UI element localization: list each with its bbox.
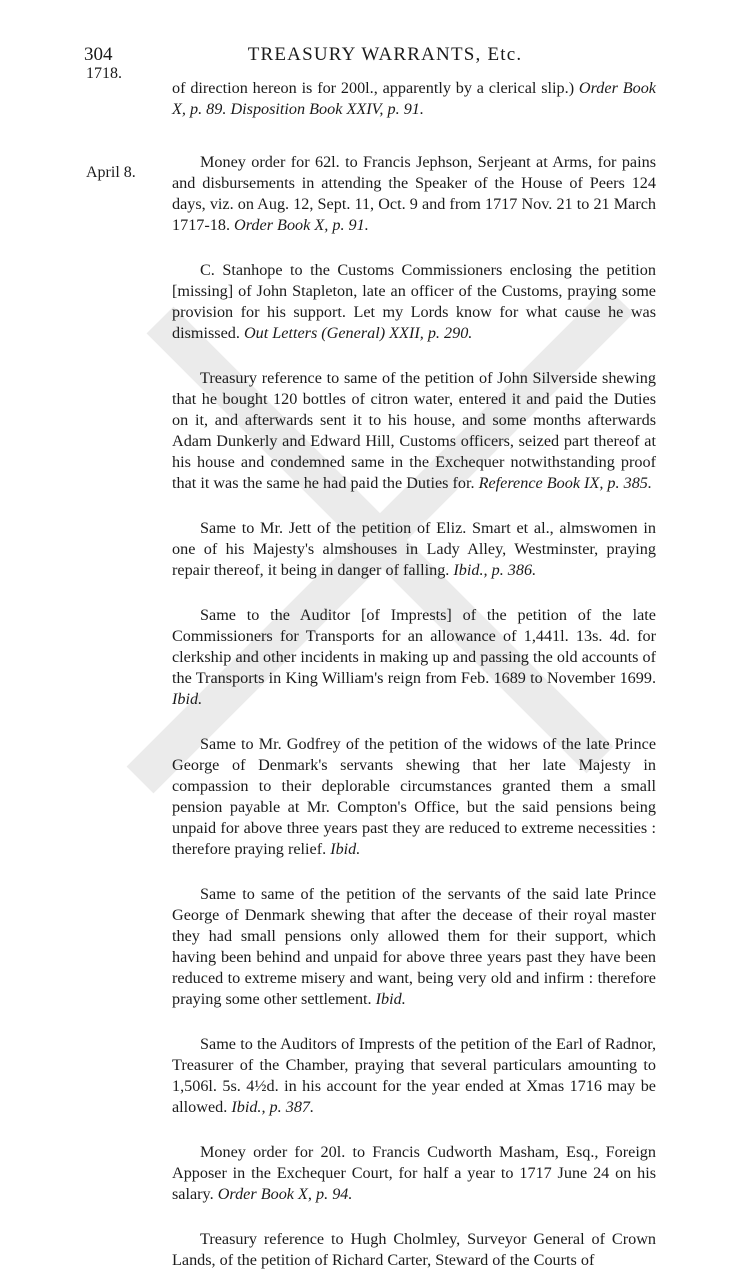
entry-paragraph: Same to Mr. Jett of the petition of Eliz. Smart et al., almswomen in one of his Majesty's almshouses in Lady Alley, Westminster, praying repair thereof, it being in danger of falling. Ibid., p. 386. — [172, 519, 656, 579]
entry-paragraph: Same to same of the petition of the servants of the said late Prince George of Denmark shewing that after the decease of their royal master they had small pensions only allowed them for their support, which having been behind and unpaid for above three years past they have been reduced to extreme misery and want, being very old and infirm : therefore praying some other settlement. Ibid. — [172, 885, 656, 1008]
entry-reference: Ibid. — [375, 990, 406, 1008]
entry-paragraph: of direction hereon is for 200l., apparently by a clerical slip.) Order Book X, p. 89. Disposition Book XXIV, p. 91. — [172, 79, 656, 118]
entry-reference: Ibid., p. 387. — [231, 1098, 315, 1116]
entry-reference: Order Book X, p. 94. — [217, 1185, 353, 1203]
entry-paragraph: Money order for 62l. to Francis Jephson, Serjeant at Arms, for pains and disbursements in attending the Speaker of the House of Peers 124 days, viz. on Aug. 12, Sept. 11, Oct. 9 and from 1717 Nov. 21 to 21 March 1717-18. Order Book X, p. 91. — [172, 153, 656, 234]
page-number: 304 — [84, 44, 113, 65]
entry-reference: Ibid., p. 386. — [453, 561, 537, 579]
entry-reference: Reference Book IX, p. 385. — [478, 474, 652, 492]
entry-reference: Order Book X, p. 89. Disposition Book XXIV, p. 91. — [172, 79, 656, 118]
entry-reference: Ibid. — [330, 840, 361, 858]
entry-paragraph: Same to the Auditor [of Imprests] of the petition of the late Commissioners for Transports for an allowance of 1,441l. 13s. 4d. for clerkship and other incidents in making up and passing the old accounts of the Transports in King William's reign from Feb. 1689 to November 1699. Ibid. — [172, 606, 656, 708]
margin-year: 1718. — [86, 65, 122, 82]
entry-reference: Order Book X, p. 91. — [234, 216, 369, 234]
entry-paragraph: Treasury reference to Hugh Cholmley, Surveyor General of Crown Lands, of the petition of Richard Carter, Steward of the Courts of — [172, 1230, 656, 1269]
entry-paragraph: Money order for 20l. to Francis Cudworth Masham, Esq., Foreign Apposer in the Exchequer Court, for half a year to 1717 June 24 on his salary. Order Book X, p. 94. — [172, 1143, 656, 1203]
entry-reference: Ibid. — [172, 690, 203, 708]
entry-paragraph: C. Stanhope to the Customs Commissioners enclosing the petition [missing] of John Stapleton, late an officer of the Customs, praying some provision for his support. Let my Lords know for what cause he was dismissed. Out Letters (General) XXII, p. 290. — [172, 261, 656, 342]
entry-paragraph: Same to Mr. Godfrey of the petition of the widows of the late Prince George of Denmark's servants shewing that her late Majesty in compassion to their deplorable circumstances granted them a small pension payable at Mr. Compton's Office, but the said pensions being unpaid for above three years past they are reduced to extreme necessities : therefore praying relief. Ibid. — [172, 735, 656, 858]
margin-date: April 8. — [86, 164, 136, 181]
document-body — [172, 78, 656, 1271]
entry-reference: Out Letters (General) XXII, p. 290. — [243, 324, 473, 342]
running-title: TREASURY WARRANTS, Etc. — [247, 44, 523, 65]
entry-paragraph: Treasury reference to same of the petition of John Silverside shewing that he bought 120 bottles of citron water, entered it and paid the Duties on it, and afterwards sent it to his house, and some months afterwards Adam Dunkerly and Edward Hill, Customs officers, seized part thereof at his house and condemned same in the Exchequer notwithstanding proof that it was the same he had paid the Duties for. Reference Book IX, p. 385. — [172, 369, 656, 492]
entry-paragraph: Same to the Auditors of Imprests of the petition of the Earl of Radnor, Treasurer of the Chamber, praying that several particulars amounting to 1,506l. 5s. 4½d. in his account for the year ended at Xmas 1716 may be allowed. Ibid., p. 387. — [172, 1035, 656, 1116]
